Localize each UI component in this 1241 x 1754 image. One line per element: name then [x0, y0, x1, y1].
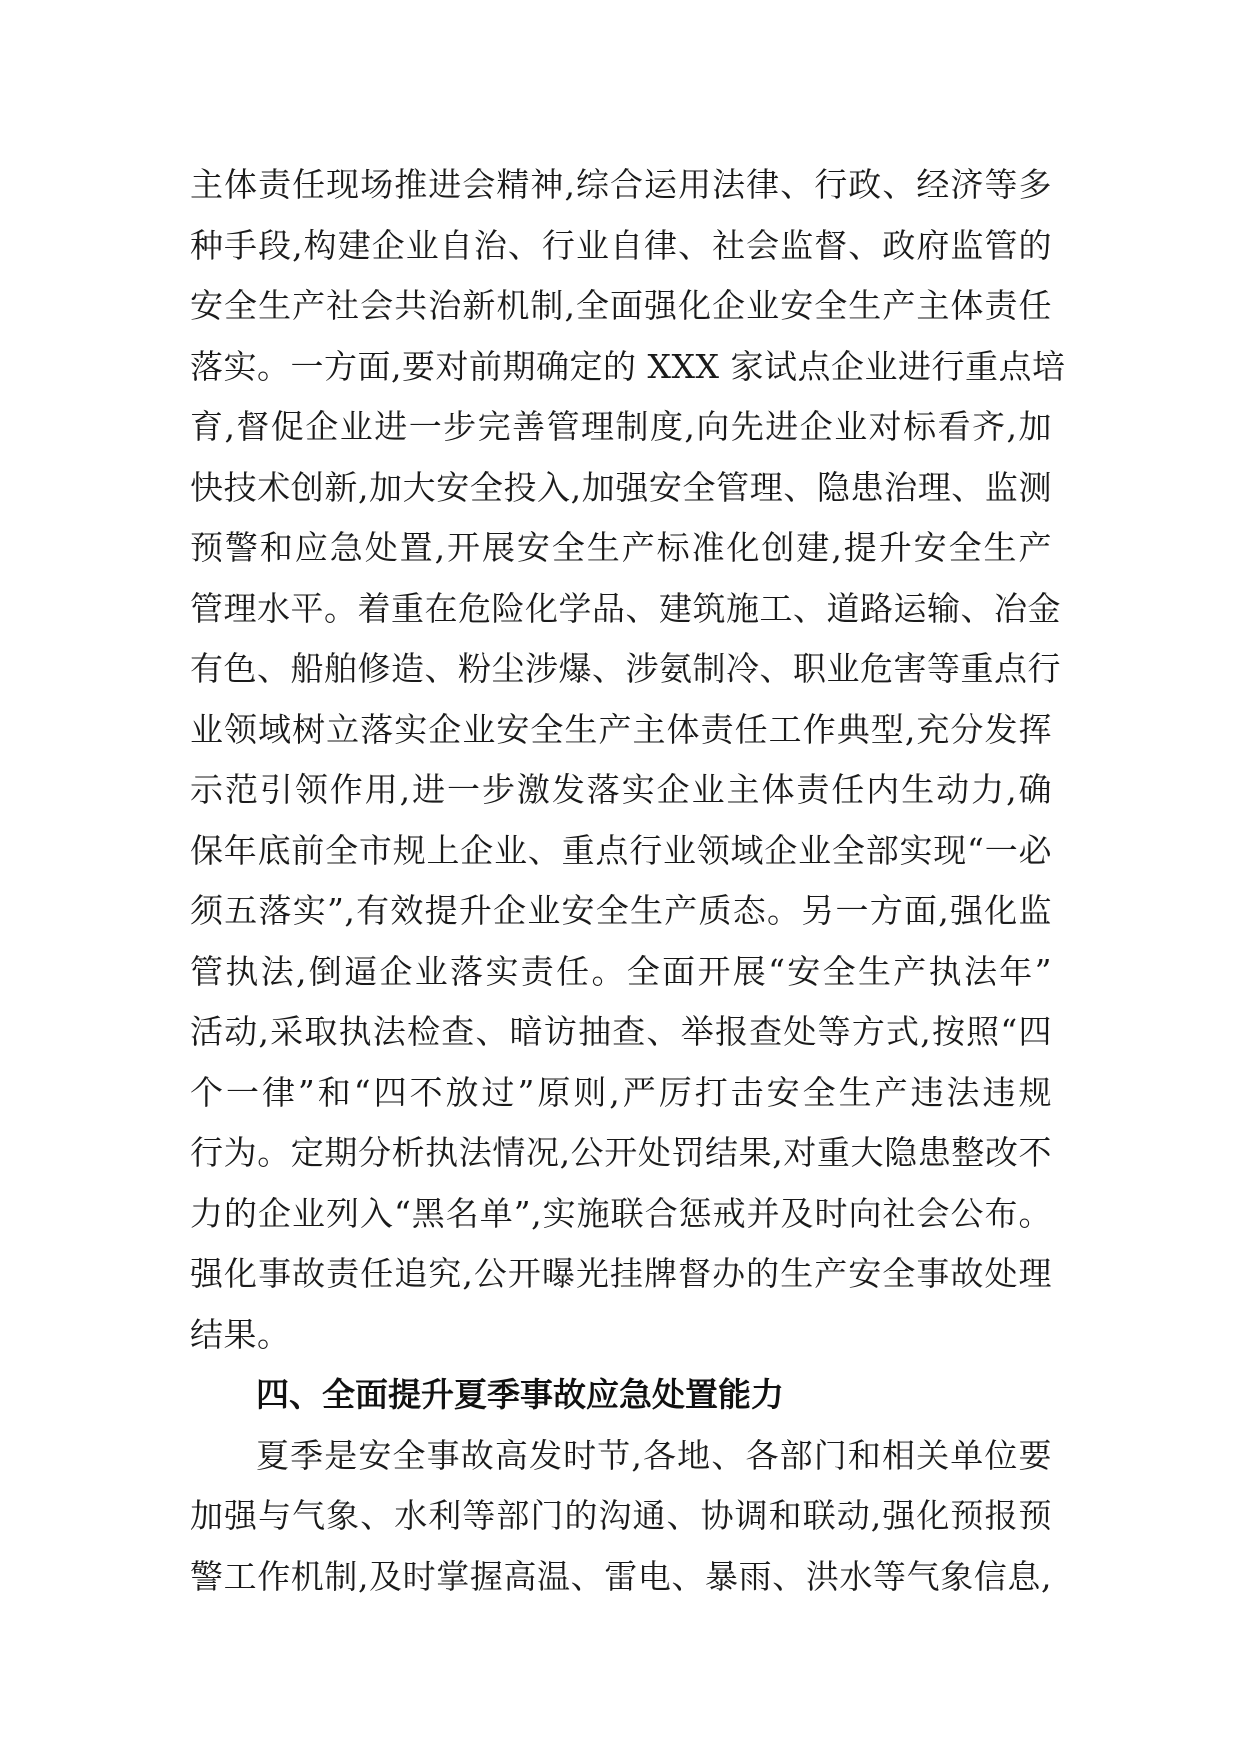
paragraph-line: 有色、船舶修造、粉尘涉爆、涉氨制冷、职业危害等重点行 [190, 649, 1061, 688]
paragraph-line: 个一律”和“四不放过”原则,严厉打击安全生产违法违规 [190, 1072, 1052, 1112]
paragraph-line: 活动,采取执法检查、暗访抽查、举报查处等方式,按照“四 [190, 1012, 1052, 1051]
paragraph-line: 强化事故责任追究,公开曝光挂牌督办的生产安全事故处理 [190, 1254, 1052, 1293]
paragraph-line: 行为。定期分析执法情况,公开处罚结果,对重大隐患整改不 [190, 1133, 1052, 1172]
paragraph-line: 须五落实”,有效提升企业安全生产质态。另一方面,强化监 [190, 891, 1052, 930]
paragraph-2 [190, 1426, 1052, 1608]
paragraph-line: 快技术创新,加大安全投入,加强安全管理、隐患治理、监测 [190, 467, 1052, 507]
document-body [190, 155, 1066, 1607]
paragraph-line: 示范引领作用,进一步激发落实企业主体责任内生动力,确 [190, 770, 1052, 809]
paragraph-line: 加强与气象、水利等部门的沟通、协调和联动,强化预报预 [190, 1496, 1052, 1535]
paragraph-line: 预警和应急处置,开展安全生产标准化创建,提升安全生产 [190, 528, 1052, 567]
paragraph-line: 警工作机制,及时掌握高温、雷电、暴雨、洪水等气象信息, [190, 1556, 1052, 1596]
paragraph-line: 业领域树立落实企业安全生产主体责任工作典型,充分发挥 [190, 709, 1052, 749]
paragraph-line: 力的企业列入“黑名单”,实施联合惩戒并及时向社会公布。 [190, 1193, 1052, 1233]
paragraph-line: 夏季是安全事故高发时节,各地、各部门和相关单位要 [256, 1435, 1052, 1475]
paragraph-1 [190, 155, 1066, 1365]
paragraph-line: 落实。一方面,要对前期确定的 XXX 家试点企业进行重点培 [190, 346, 1066, 386]
paragraph-line: 管执法,倒逼企业落实责任。全面开展“安全生产执法年” [190, 951, 1052, 991]
paragraph-line: 育,督促企业进一步完善管理制度,向先进企业对标看齐,加 [190, 407, 1052, 446]
paragraph-line: 主体责任现场推进会精神,综合运用法律、行政、经济等多 [190, 165, 1052, 204]
section-heading: 四、全面提升夏季事故应急处置能力 [256, 1375, 784, 1414]
paragraph-line: 种手段,构建企业自治、行业自律、社会监督、政府监管的 [190, 225, 1052, 265]
paragraph-line: 保年底前全市规上企业、重点行业领域企业全部实现“一必 [190, 830, 1052, 870]
paragraph-line: 安全生产社会共治新机制,全面强化企业安全生产主体责任 [190, 286, 1052, 325]
paragraph-line: 结果。 [190, 1314, 291, 1354]
paragraph-line: 管理水平。着重在危险化学品、建筑施工、道路运输、冶金 [190, 588, 1061, 628]
